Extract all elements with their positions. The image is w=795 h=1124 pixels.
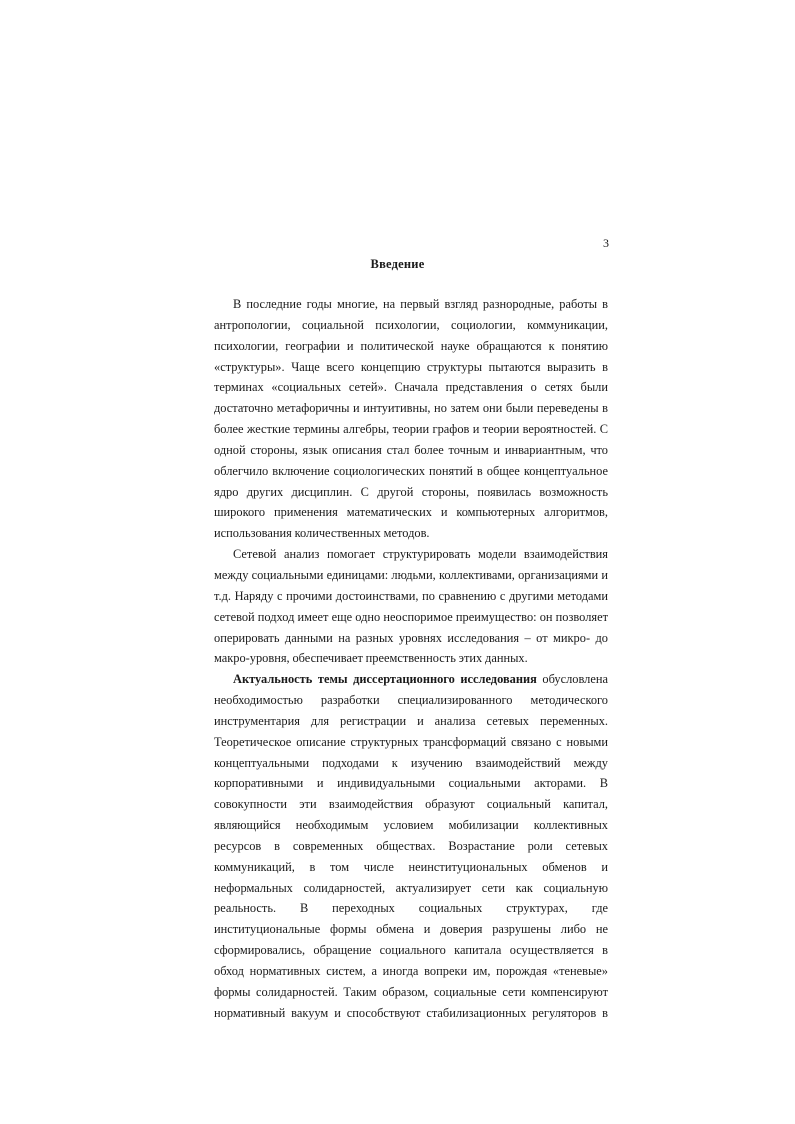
- paragraph-network-analysis: Сетевой анализ помогает структурировать модели взаимодействия между социальными единицами: людьми, коллективами, организациями и т.д. Наряду с прочими достоинствами, по сравнению с другими методами сетевой подход имеет еще одно неоспоримое преимущество: он позволяет оперировать данными на разных уровнях исследования – от микро- до макро-уровня, обеспечивает преемственность этих данных.: [214, 547, 608, 666]
- paragraph-relevance: [214, 669, 608, 1023]
- page-number: 3: [603, 236, 609, 250]
- paragraph-intro: В последние годы многие, на первый взгляд разнородные, работы в антропологии, социальной психологии, социологии, коммуникации, психологии, географии и политической науке обращаются к понятию «структуры». Чаще всего концепцию структуры пытаются выразить в терминах «социальных сетей». Сначала представления о сетях были достаточно метафоричны и интуитивны, но затем они были переведены в более жесткие термины алгебры, теории графов и теории вероятностей. С одной стороны, язык описания стал более точным и инвариантным, что облегчило включение социологических понятий в общее концептуальное ядро других дисциплин. С другой стороны, появилась возможность широкого применения математических и компьютерных алгоритмов, использования количественных методов.: [214, 297, 608, 541]
- relevance-text: обусловлена необходимостью разработки специализированного методического инструментария для регистрации и анализа сетевых переменных. Теоретическое описание структурных трансформаций связано с новыми концептуальными подходами к изучению взаимодействий между корпоративными и индивидуальными социальными акторами. В совокупности эти взаимодействия образуют социальный капитал, являющийся необходимым условием мобилизации коллективных ресурсов в современных обществах. Возрастание роли сетевых коммуникаций, в том числе неинституциональных обменов и неформальных солидарностей, актуализирует сети как социальную реальность. В переходных социальных структурах, где институциональные формы обмена и доверия разрушены либо не сформировались, обращение социального капитала осуществляется в обход нормативных систем, а иногда вопреки им, порождая «теневые» формы солидарностей. Таким образом, социальные сети компенсируют нормативный вакуум и способствуют стабилизационных регуляторов в: [214, 672, 608, 1020]
- section-heading: Введение: [370, 257, 425, 271]
- relevance-lead: Актуальность темы диссертационного исследования: [233, 672, 537, 687]
- body-text: [214, 294, 608, 1024]
